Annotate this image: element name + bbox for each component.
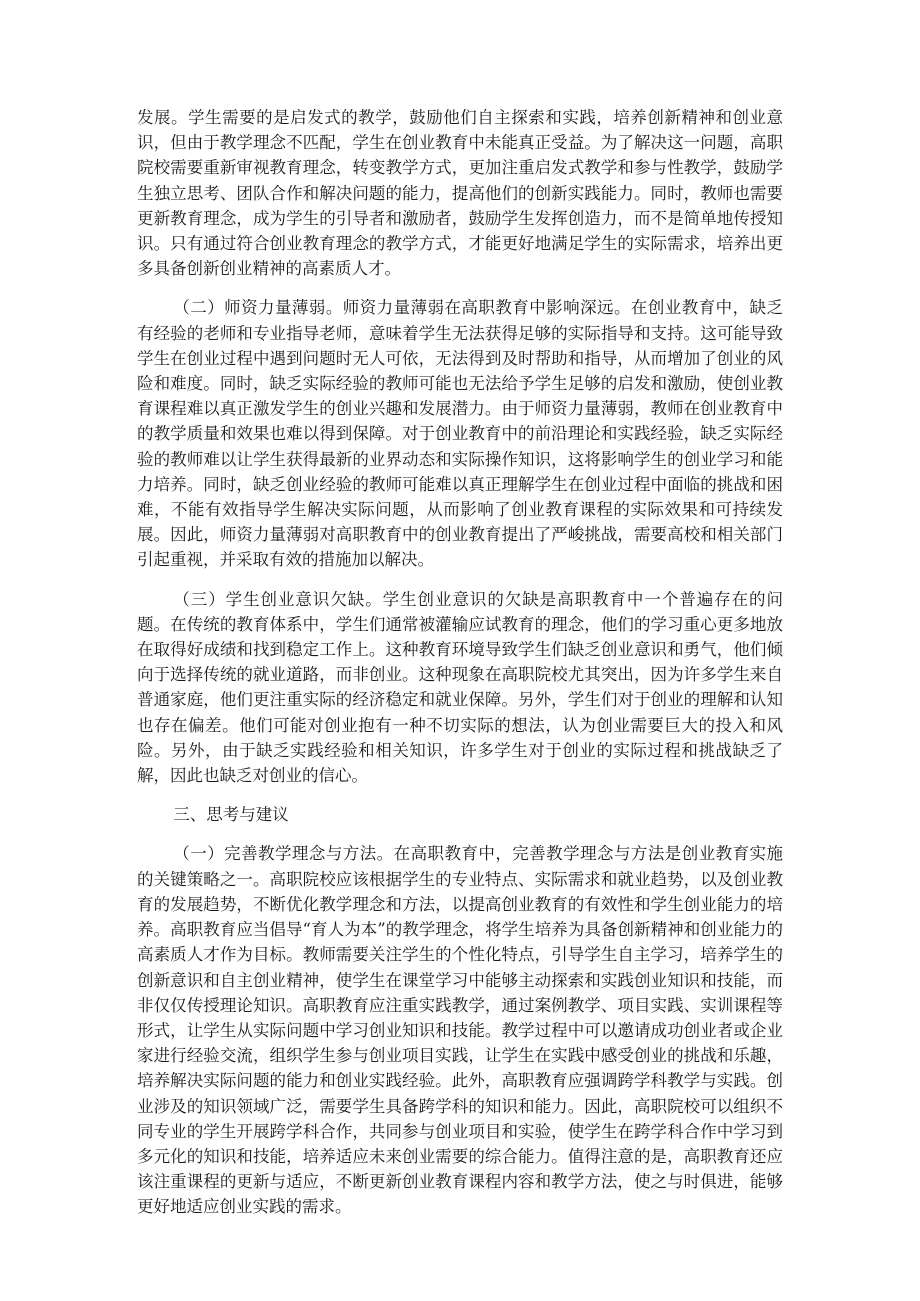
document-body	[137, 105, 783, 1220]
paragraph-teacher-strength: （二）师资力量薄弱。师资力量薄弱在高职教育中影响深远。在创业教育中，缺乏有经验的老师和专业指导老师，意味着学生无法获得足够的实际指导和支持。这可能导致学生在创业过程中遇到问题时无人可依，无法得到及时帮助和指导，从而增加了创业的风险和难度。同时，缺乏实际经验的教师可能也无法给予学生足够的启发和激励，使创业教育课程难以真正激发学生的创业兴趣和发展潜力。由于师资力量薄弱，教师在创业教育中的教学质量和效果也难以得到保障。对于创业教育中的前沿理论和实践经验，缺乏实际经验的教师难以让学生获得最新的业界动态和实际操作知识，这将影响学生的创业学习和能力培养。同时，缺乏创业经验的教师可能难以真正理解学生在创业过程中面临的挑战和困难，不能有效指导学生解决实际问题，从而影响了创业教育课程的实际效果和可持续发展。因此，师资力量薄弱对高职教育中的创业教育提出了严峻挑战，需要高校和相关部门引起重视，并采取有效的措施加以解决。	[137, 298, 783, 570]
section-heading: 三、思考与建议	[173, 805, 289, 825]
paragraph-teaching-methods: （一）完善教学理念与方法。在高职教育中，完善教学理念与方法是创业教育实施的关键策略之一。高职院校应该根据学生的专业特点、实际需求和就业趋势，以及创业教育的发展趋势，不断优化教学理念和方法，以提高创业教育的有效性和学生创业能力的培养。高职教育应当倡导“育人为本”的教学理念，将学生培养为具备创新精神和创业能力的高素质人才作为目标。教师需要关注学生的个性化特点，引导学生自主学习，培养学生的创新意识和自主创业精神，使学生在课堂学习中能够主动探索和实践创业知识和技能，而非仅仅传授理论知识。高职教育应注重实践教学，通过案例教学、项目实践、实训课程等形式，让学生从实际问题中学习创业知识和技能。教学过程中可以邀请成功创业者或企业家进行经验交流，组织学生参与创业项目实践，让学生在实践中感受创业的挑战和乐趣，培养解决实际问题的能力和创业实践经验。此外，高职教育应强调跨学科教学与实践。创业涉及的知识领域广泛，需要学生具备跨学科的知识和能力。因此，高职院校可以组织不同专业的学生开展跨学科合作，共同参与创业项目和实验，使学生在跨学科合作中学习到多元化的知识和技能，培养适应未来创业需要的综合能力。值得注意的是，高职教育还应该注重课程的更新与适应，不断更新创业教育课程内容和教学方法，使之与时俱进，能够更好地适应创业实践的需求。	[137, 844, 783, 1217]
paragraph-student-awareness: （三）学生创业意识欠缺。学生创业意识的欠缺是高职教育中一个普遍存在的问题。在传统的教育体系中，学生们通常被灌输应试教育的理念，他们的学习重心更多地放在取得好成绩和找到稳定工作上。这种教育环境导致学生们缺乏创业意识和勇气，他们倾向于选择传统的就业道路，而非创业。这种现象在高职院校尤其突出，因为许多学生来自普通家庭，他们更注重实际的经济稳定和就业保障。另外，学生们对于创业的理解和认知也存在偏差。他们可能对创业抱有一种不切实际的想法，认为创业需要巨大的投入和风险。另外，由于缺乏实践经验和相关知识，许多学生对于创业的实际过程和挑战缺乏了解，因此也缺乏对创业的信心。	[137, 589, 783, 786]
paragraph-continuation: 发展。学生需要的是启发式的教学，鼓励他们自主探索和实践，培养创新精神和创业意识，但由于教学理念不匹配，学生在创业教育中未能真正受益。为了解决这一问题，高职院校需要重新审视教育理念，转变教学方式，更加注重启发式教学和参与性教学，鼓励学生独立思考、团队合作和解决问题的能力，提高他们的创新实践能力。同时，教师也需要更新教育理念，成为学生的引导者和激励者，鼓励学生发挥创造力，而不是简单地传授知识。只有通过符合创业教育理念的教学方式，才能更好地满足学生的实际需求，培养出更多具备创新创业精神的高素质人才。	[137, 108, 783, 279]
